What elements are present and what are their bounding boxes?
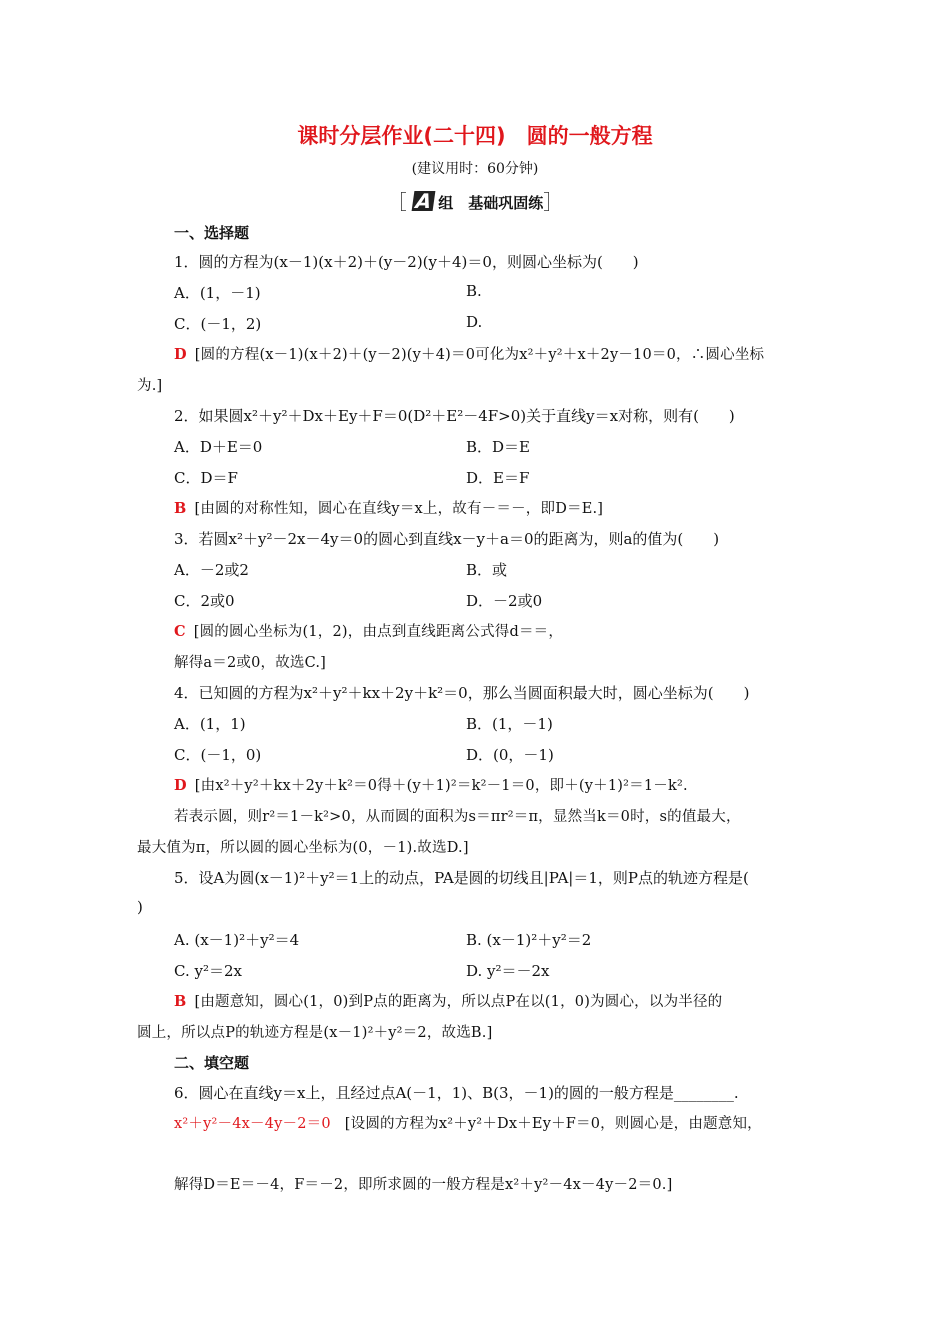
q1-explanation: D [圆的方程(x－1)(x＋2)＋(y－2)(y＋4)＝0可化为x²＋y²＋x＋2y－10＝0，∴圆心坐标 — [174, 346, 765, 363]
q1-option-c: C．(－1，2) — [174, 315, 262, 333]
q3-option-a: A．－2或2 — [174, 561, 249, 579]
bracket-right: ］ — [543, 190, 564, 214]
q2-option-d: D．E＝F — [466, 469, 530, 487]
q5-option-c: C. y²＝2x — [174, 962, 242, 980]
section-heading-choice: 一、选择题 — [174, 224, 250, 242]
q3-option-d: D．－2或0 — [466, 592, 543, 610]
q3-explanation-cont: 解得a＝2或0，故选C.] — [174, 655, 327, 671]
q2-answer: B — [174, 500, 187, 517]
q4-option-c: C．(－1，0) — [174, 746, 262, 764]
q4-option-a: A．(1，1) — [174, 715, 246, 733]
question-5-stem-cont: ) — [137, 898, 143, 916]
q1-option-b: B. — [466, 282, 482, 300]
q4-option-d: D．(0，－1) — [466, 746, 554, 764]
q4-answer: D — [174, 777, 187, 794]
q4-explanation: D [由x²＋y²＋kx＋2y＋k²＝0得＋(y＋1)²＝k²－1＝0，即＋(y＋1)²＝1－k². — [174, 777, 688, 794]
question-5-stem: 5．设A为圆(x－1)²＋y²＝1上的动点，PA是圆的切线且|PA|＝1，则P点的轨迹方程是( — [174, 869, 749, 887]
q6-explanation: x²＋y²－4x－4y－2＝0 [设圆的方程为x²＋y²＋Dx＋Ey＋F＝0，则圆心是，由题意知， — [174, 1116, 762, 1132]
section-heading-fill: 二、填空题 — [174, 1054, 250, 1072]
q3-explanation: C [圆的圆心坐标为(1，2)，由点到直线距离公式得d＝＝， — [174, 623, 564, 640]
q3-option-b: B．或 — [466, 561, 508, 579]
question-4-stem: 4．已知圆的方程为x²＋y²＋kx＋2y＋k²＝0，那么当圆面积最大时，圆心坐标为( ) — [174, 684, 750, 702]
group-header — [0, 186, 950, 215]
q6-explanation-cont: 解得D＝E＝－4，F＝－2，即所求圆的一般方程是x²＋y²－4x－4y－2＝0.] — [174, 1177, 673, 1193]
group-label: 组 基础巩固练 — [438, 194, 544, 212]
q5-option-a: A. (x－1)²＋y²＝4 — [174, 931, 300, 949]
q1-explanation-cont: 为.] — [137, 378, 163, 394]
question-6-stem: 6．圆心在直线y＝x上，且经过点A(－1，1)、B(3，－1)的圆的一般方程是________. — [174, 1084, 739, 1102]
question-1-stem: 1．圆的方程为(x－1)(x＋2)＋(y－2)(y＋4)＝0，则圆心坐标为( ) — [174, 253, 639, 271]
q5-explanation-cont: 圆上，所以点P的轨迹方程是(x－1)²＋y²＝2，故选B.] — [137, 1025, 493, 1041]
q5-explanation: B [由题意知，圆心(1，0)到P点的距离为，所以点P在以(1，0)为圆心，以为半径的 — [174, 993, 723, 1010]
bracket-left: ［ — [386, 190, 407, 214]
group-letter-logo: A — [411, 191, 435, 211]
q4-option-b: B．(1，－1) — [466, 715, 553, 733]
page-title: 课时分层作业(二十四) 圆的一般方程 — [297, 124, 653, 148]
q3-option-c: C．2或0 — [174, 592, 235, 610]
q3-answer: C — [174, 623, 186, 640]
q5-option-b: B. (x－1)²＋y²＝2 — [466, 931, 592, 949]
q6-answer: x²＋y²－4x－4y－2＝0 — [174, 1116, 331, 1132]
q5-answer: B — [174, 993, 187, 1010]
q4-explanation-cont: 若表示圆，则r²＝1－k²>0，从而圆的面积为s＝πr²＝π，显然当k＝0时，s的值最大， — [174, 809, 741, 825]
q2-option-b: B．D＝E — [466, 438, 530, 456]
suggested-time: (建议用时：60分钟) — [411, 161, 539, 177]
q5-option-d: D. y²＝－2x — [466, 962, 550, 980]
q1-option-a: A．(1，－1) — [174, 284, 261, 302]
q4-explanation-cont-2: 最大值为π，所以圆的圆心坐标为(0，－1).故选D.] — [137, 840, 469, 856]
question-3-stem: 3．若圆x²＋y²－2x－4y＝0的圆心到直线x－y＋a＝0的距离为，则a的值为( ) — [174, 530, 720, 548]
q1-option-d: D. — [466, 313, 483, 331]
q2-option-a: A．D＋E＝0 — [174, 438, 263, 456]
question-2-stem: 2．如果圆x²＋y²＋Dx＋Ey＋F＝0(D²＋E²－4F>0)关于直线y＝x对称，则有( ) — [174, 407, 735, 425]
q1-answer: D — [174, 346, 187, 363]
q2-option-c: C．D＝F — [174, 469, 238, 487]
q2-explanation: B [由圆的对称性知，圆心在直线y＝x上，故有－＝－，即D＝E.] — [174, 500, 604, 517]
